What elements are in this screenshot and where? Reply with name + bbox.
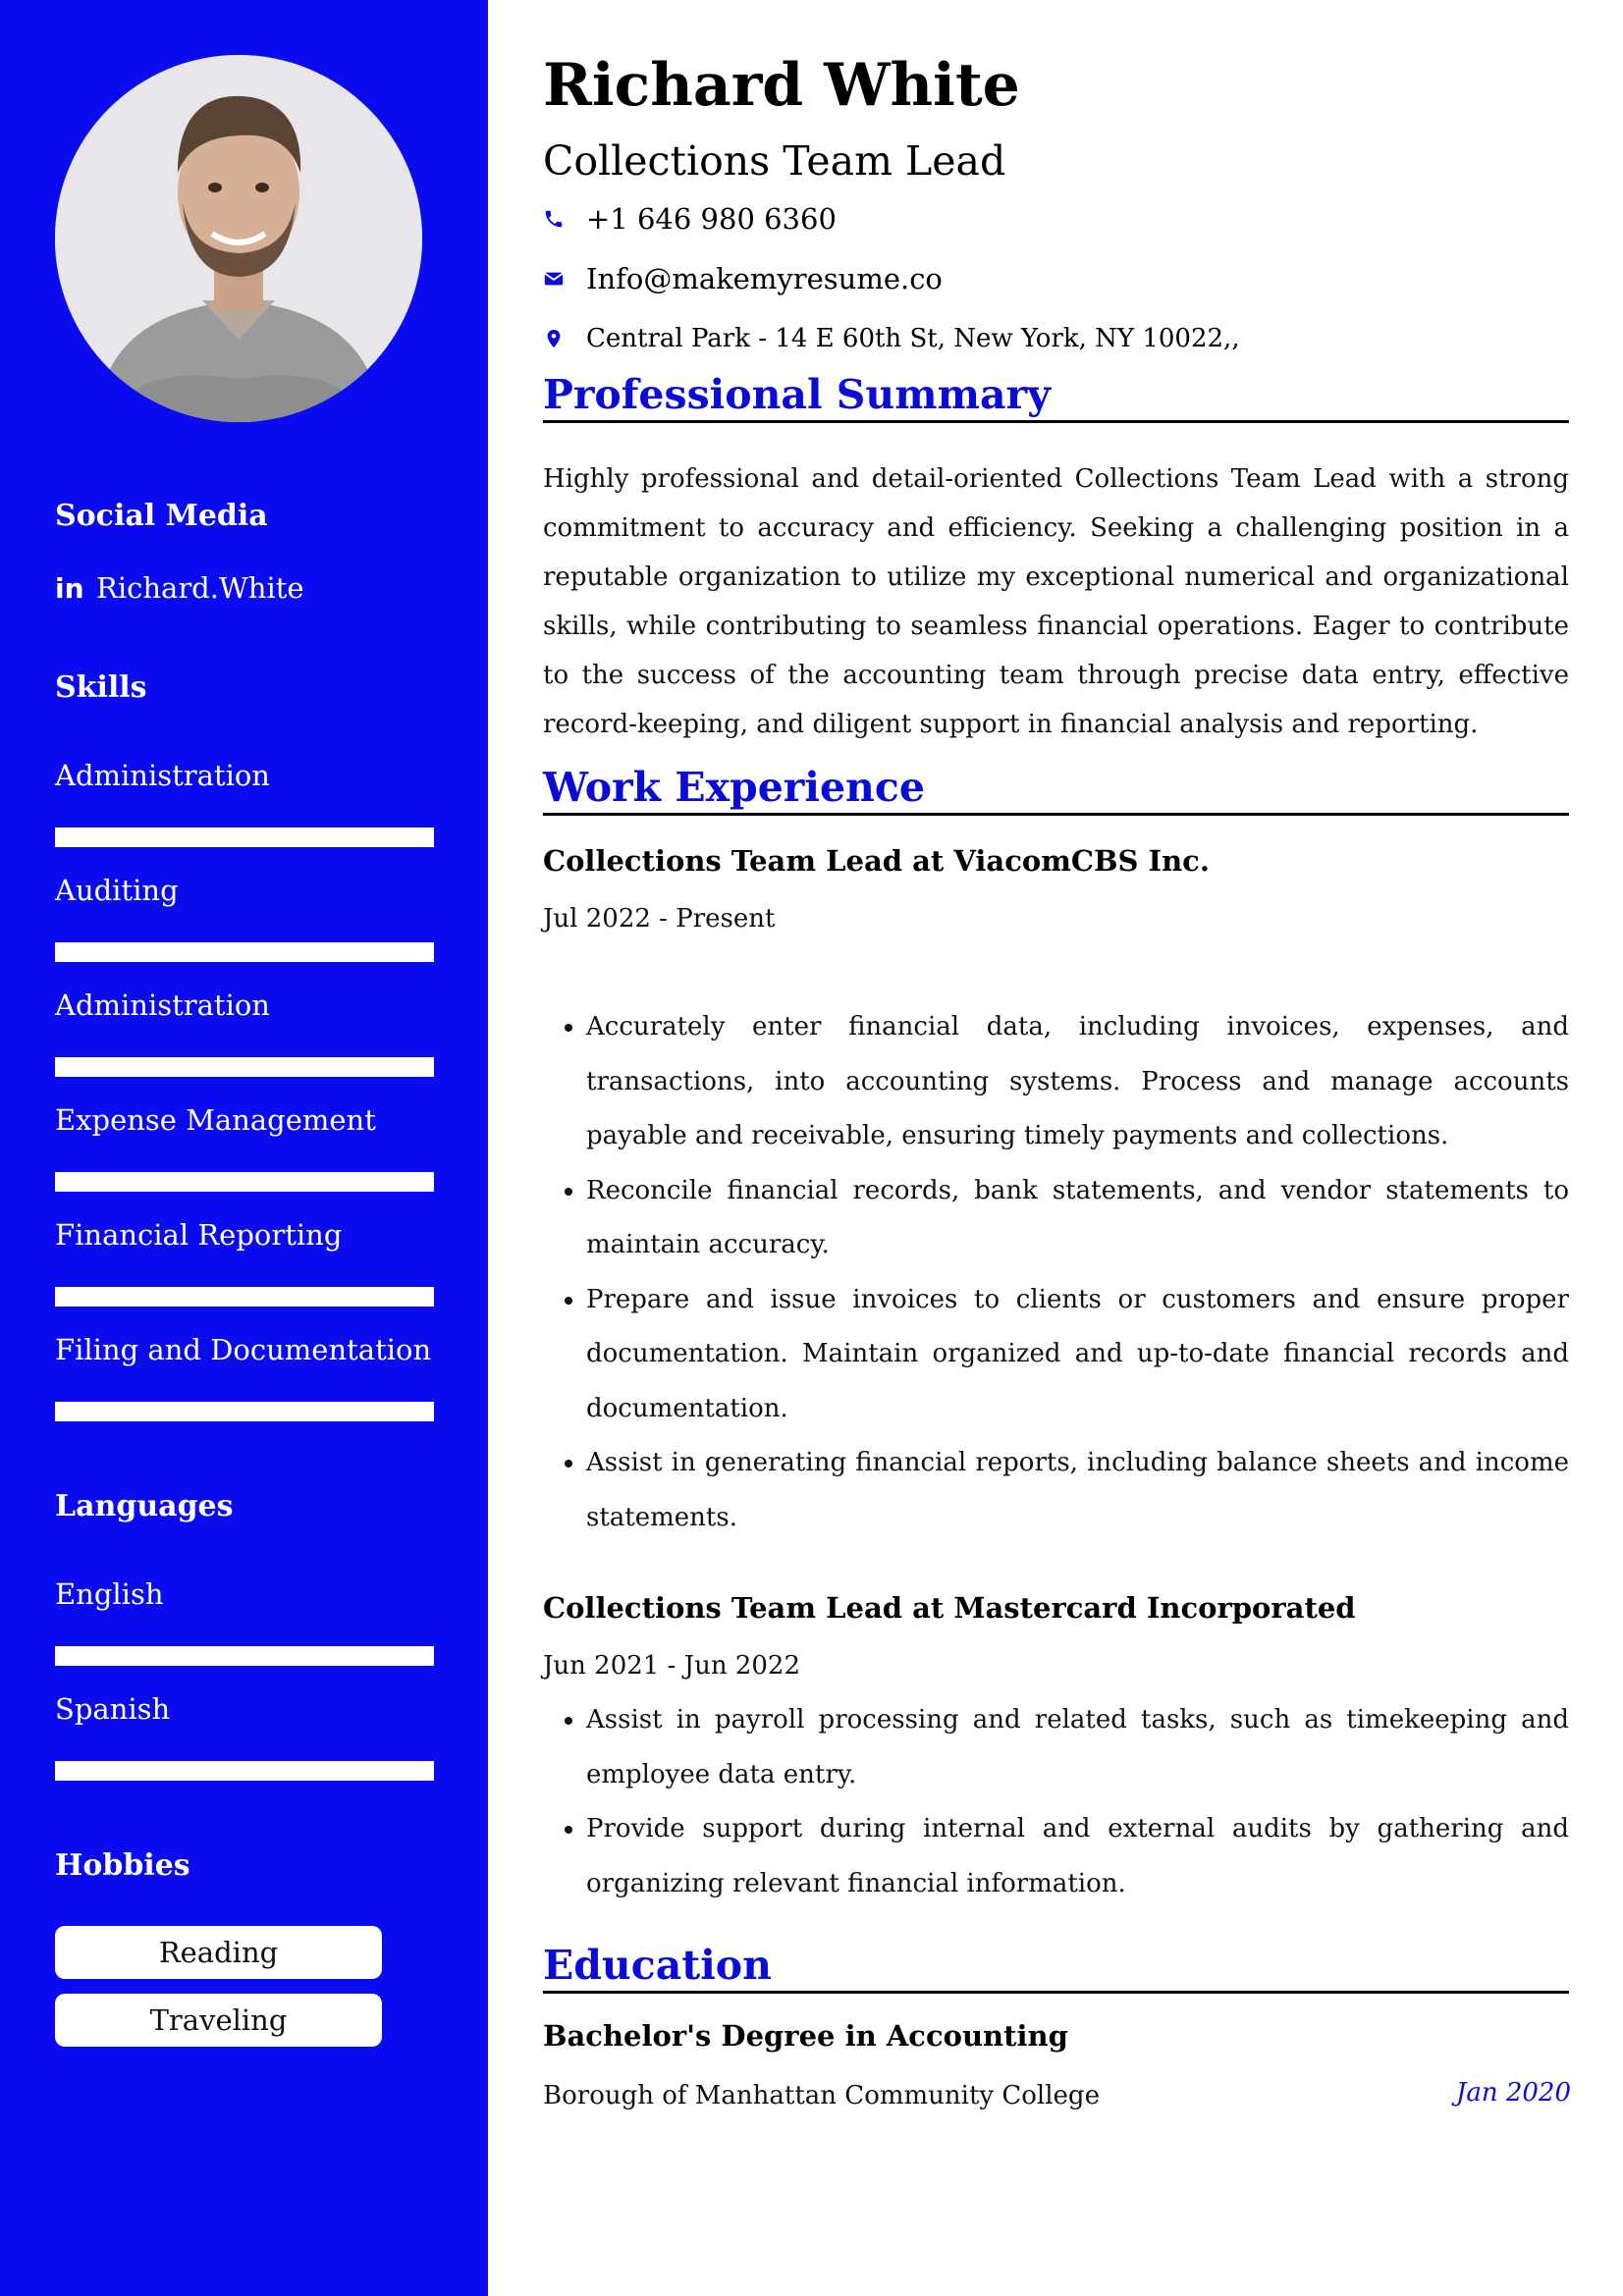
envelope-icon: [543, 268, 565, 290]
phone-text: +1 646 980 6360: [586, 202, 837, 236]
contact-phone[interactable]: [543, 202, 837, 236]
job-bullet: • Accurately enter financial data, including invoices, expenses, and transactions, into accounting systems. Process and manage accounts payable and receivable, ensuring timely payments and collections.: [586, 1000, 1569, 1164]
language-bar: [55, 1646, 434, 1666]
hobby-chip: Traveling: [55, 1994, 382, 2047]
hobbies-heading: Hobbies: [55, 1848, 190, 1883]
portrait-illustration: [55, 55, 422, 422]
job-title: Collections Team Lead at Mastercard Incorporated: [543, 1591, 1356, 1625]
skill-bar: [55, 828, 434, 847]
job-dates: Jul 2022 - Present: [543, 904, 776, 934]
linkedin-icon: in: [55, 571, 84, 605]
job-bullet: • Provide support during internal and external audits by gathering and organizing relevant financial information.: [586, 1802, 1569, 1911]
skill-label: Administration: [55, 759, 270, 792]
skill-bar: [55, 1402, 434, 1421]
skill-bar-fill: [56, 1403, 433, 1420]
language-bar-fill: [56, 1762, 433, 1780]
work-experience-heading: Work Experience: [543, 764, 1569, 816]
phone-icon: [543, 208, 565, 230]
address-text: Central Park - 14 E 60th St, New York, NY 10022,,: [586, 324, 1240, 353]
skill-bar-fill: [56, 828, 433, 846]
candidate-name: Richard White: [543, 51, 1020, 120]
education-heading: Education: [543, 1942, 1569, 1994]
skill-bar-fill: [56, 1173, 433, 1191]
hobby-chip: Reading: [55, 1926, 382, 1979]
job-dates: Jun 2021 - Jun 2022: [543, 1651, 801, 1681]
job-bullet: • Prepare and issue invoices to clients or customers and ensure proper documentation. Maintain organized and up-to-date financial records and documentation.: [586, 1273, 1569, 1437]
skill-bar-fill: [56, 1288, 433, 1306]
language-bar: [55, 1761, 434, 1781]
skill-bar: [55, 1172, 434, 1192]
languages-heading: Languages: [55, 1489, 234, 1523]
email-text: Info@makemyresume.co: [586, 262, 943, 295]
language-bar-fill: [56, 1647, 433, 1665]
language-label: Spanish: [55, 1692, 171, 1726]
skills-heading: Skills: [55, 670, 147, 705]
profile-photo: [55, 55, 422, 422]
candidate-title: Collections Team Lead: [543, 137, 1006, 185]
job-bullet: • Assist in payroll processing and related tasks, such as timekeeping and employee data entry.: [586, 1693, 1569, 1802]
sidebar: [0, 0, 488, 2296]
location-pin-icon: [543, 328, 565, 349]
skill-label: Expense Management: [55, 1103, 376, 1137]
job-bullet: • Reconcile financial records, bank statements, and vendor statements to maintain accuracy.: [586, 1164, 1569, 1273]
skill-bar: [55, 1287, 434, 1307]
skill-bar: [55, 1057, 434, 1077]
job-bullet: • Assist in generating financial reports, including balance sheets and income statements.: [586, 1436, 1569, 1545]
professional-summary-text: Highly professional and detail-oriented Collections Team Lead with a strong commitment to accuracy and efficiency. Seeking a challenging position in a reputable organization to utilize my exceptional numerical and organizational skills, while contributing to seamless financial operations. Eager to contribute to the success of the accounting team through precise data entry, effective record-keeping, and diligent support in financial analysis and reporting.: [543, 464, 1569, 739]
skill-label: Auditing: [55, 874, 179, 907]
education-school: Borough of Manhattan Community College: [543, 2081, 1100, 2110]
job-title: Collections Team Lead at ViacomCBS Inc.: [543, 844, 1210, 878]
skill-label: Filing and Documentation: [55, 1333, 432, 1366]
job-bullet-list: [543, 1000, 1569, 1545]
education-degree: Bachelor's Degree in Accounting: [543, 2019, 1068, 2053]
professional-summary-heading: Professional Summary: [543, 371, 1569, 423]
skill-label: Administration: [55, 988, 270, 1022]
skill-bar-fill: [56, 943, 433, 961]
skill-label: Financial Reporting: [55, 1218, 343, 1252]
contact-address: [543, 324, 1240, 353]
social-handle: Richard.White: [96, 571, 304, 605]
social-media-heading: Social Media: [55, 499, 268, 533]
contact-email[interactable]: [543, 262, 943, 295]
job-bullet-list: [543, 1693, 1569, 1911]
skill-bar-fill: [56, 1058, 433, 1076]
social-link-linkedin[interactable]: [55, 571, 304, 605]
skill-bar: [55, 942, 434, 962]
education-date: Jan 2020: [1455, 2078, 1571, 2108]
language-label: English: [55, 1577, 164, 1611]
